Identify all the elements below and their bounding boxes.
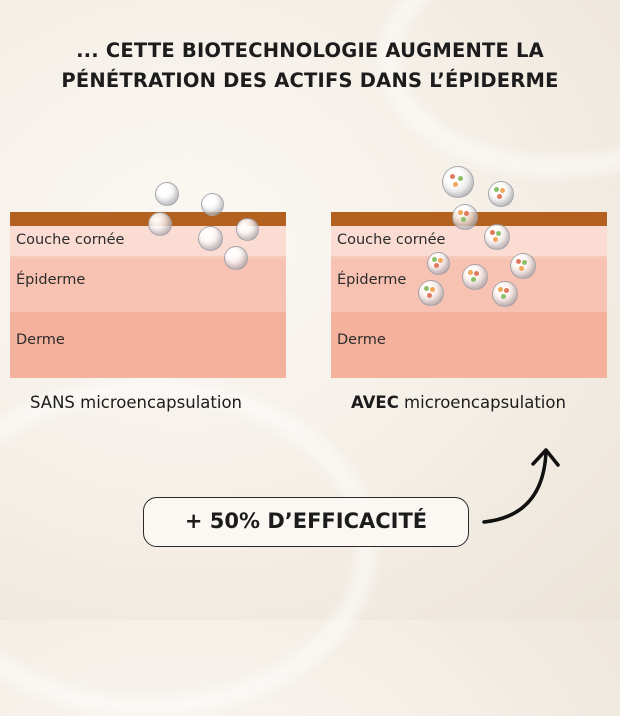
active-ingredient-dot [461,217,466,222]
active-ingredient-dot [427,293,432,298]
active-ingredient-dot [430,287,435,292]
headline-line-2: PÉNÉTRATION DES ACTIFS DANS L’ÉPIDERME [61,69,559,92]
layer-label-epiderme: Épiderme [337,272,407,288]
filled-capsule-icon [418,280,444,306]
empty-bubble-icon [155,182,179,206]
active-ingredient-dot [432,257,437,262]
active-ingredient-dot [504,288,509,293]
active-ingredient-dot [474,271,479,276]
caption-with-bold: AVEC [351,393,399,412]
active-ingredient-dot [453,182,458,187]
empty-bubble-icon [198,226,223,251]
active-ingredient-dot [434,263,439,268]
layer-label-epiderme: Épiderme [16,272,86,288]
active-ingredient-dot [496,231,501,236]
caption-with [351,393,566,412]
active-ingredient-dot [519,266,524,271]
efficacy-badge [143,497,469,547]
active-ingredient-dot [464,211,469,216]
filled-capsule-icon [442,166,474,198]
efficacy-badge-label: + 50% D’EFFICACITÉ [184,509,428,533]
derme-layer [10,312,286,378]
caption-with-rest: microencapsulation [398,393,566,412]
active-ingredient-dot [471,277,476,282]
active-ingredient-dot [500,188,505,193]
derme-layer [331,312,607,378]
active-ingredient-dot [497,194,502,199]
active-ingredient-dot [424,286,429,291]
active-ingredient-dot [522,260,527,265]
couche-cornee-layer [331,226,607,256]
filled-capsule-icon [510,253,536,279]
active-ingredient-dot [458,210,463,215]
headline [0,36,620,96]
layer-label-derme: Derme [337,332,386,348]
layer-label-derme: Derme [16,332,65,348]
empty-bubble-icon [148,212,172,236]
active-ingredient-dot [494,187,499,192]
caption-without: SANS microencapsulation [30,393,242,412]
active-ingredient-dot [516,259,521,264]
active-ingredient-dot [458,176,463,181]
empty-bubble-icon [201,193,224,216]
active-ingredient-dot [468,270,473,275]
layer-label-couche-cornee: Couche cornée [16,232,125,248]
curved-arrow-icon [470,440,570,540]
filled-capsule-icon [452,204,478,230]
headline-line-1: ... CETTE BIOTECHNOLOGIE AUGMENTE LA [76,39,544,62]
active-ingredient-dot [493,237,498,242]
active-ingredient-dot [501,294,506,299]
empty-bubble-icon [236,218,259,241]
active-ingredient-dot [490,230,495,235]
filled-capsule-icon [462,264,488,290]
active-ingredient-dot [498,287,503,292]
filled-capsule-icon [427,252,450,275]
filled-capsule-icon [492,281,518,307]
active-ingredient-dot [438,258,443,263]
skin-diagram-with [331,212,607,378]
filled-capsule-icon [488,181,514,207]
empty-bubble-icon [224,246,248,270]
cream-swirl-decoration [0,380,376,716]
filled-capsule-icon [484,224,510,250]
layer-label-couche-cornee: Couche cornée [337,232,446,248]
active-ingredient-dot [450,174,455,179]
